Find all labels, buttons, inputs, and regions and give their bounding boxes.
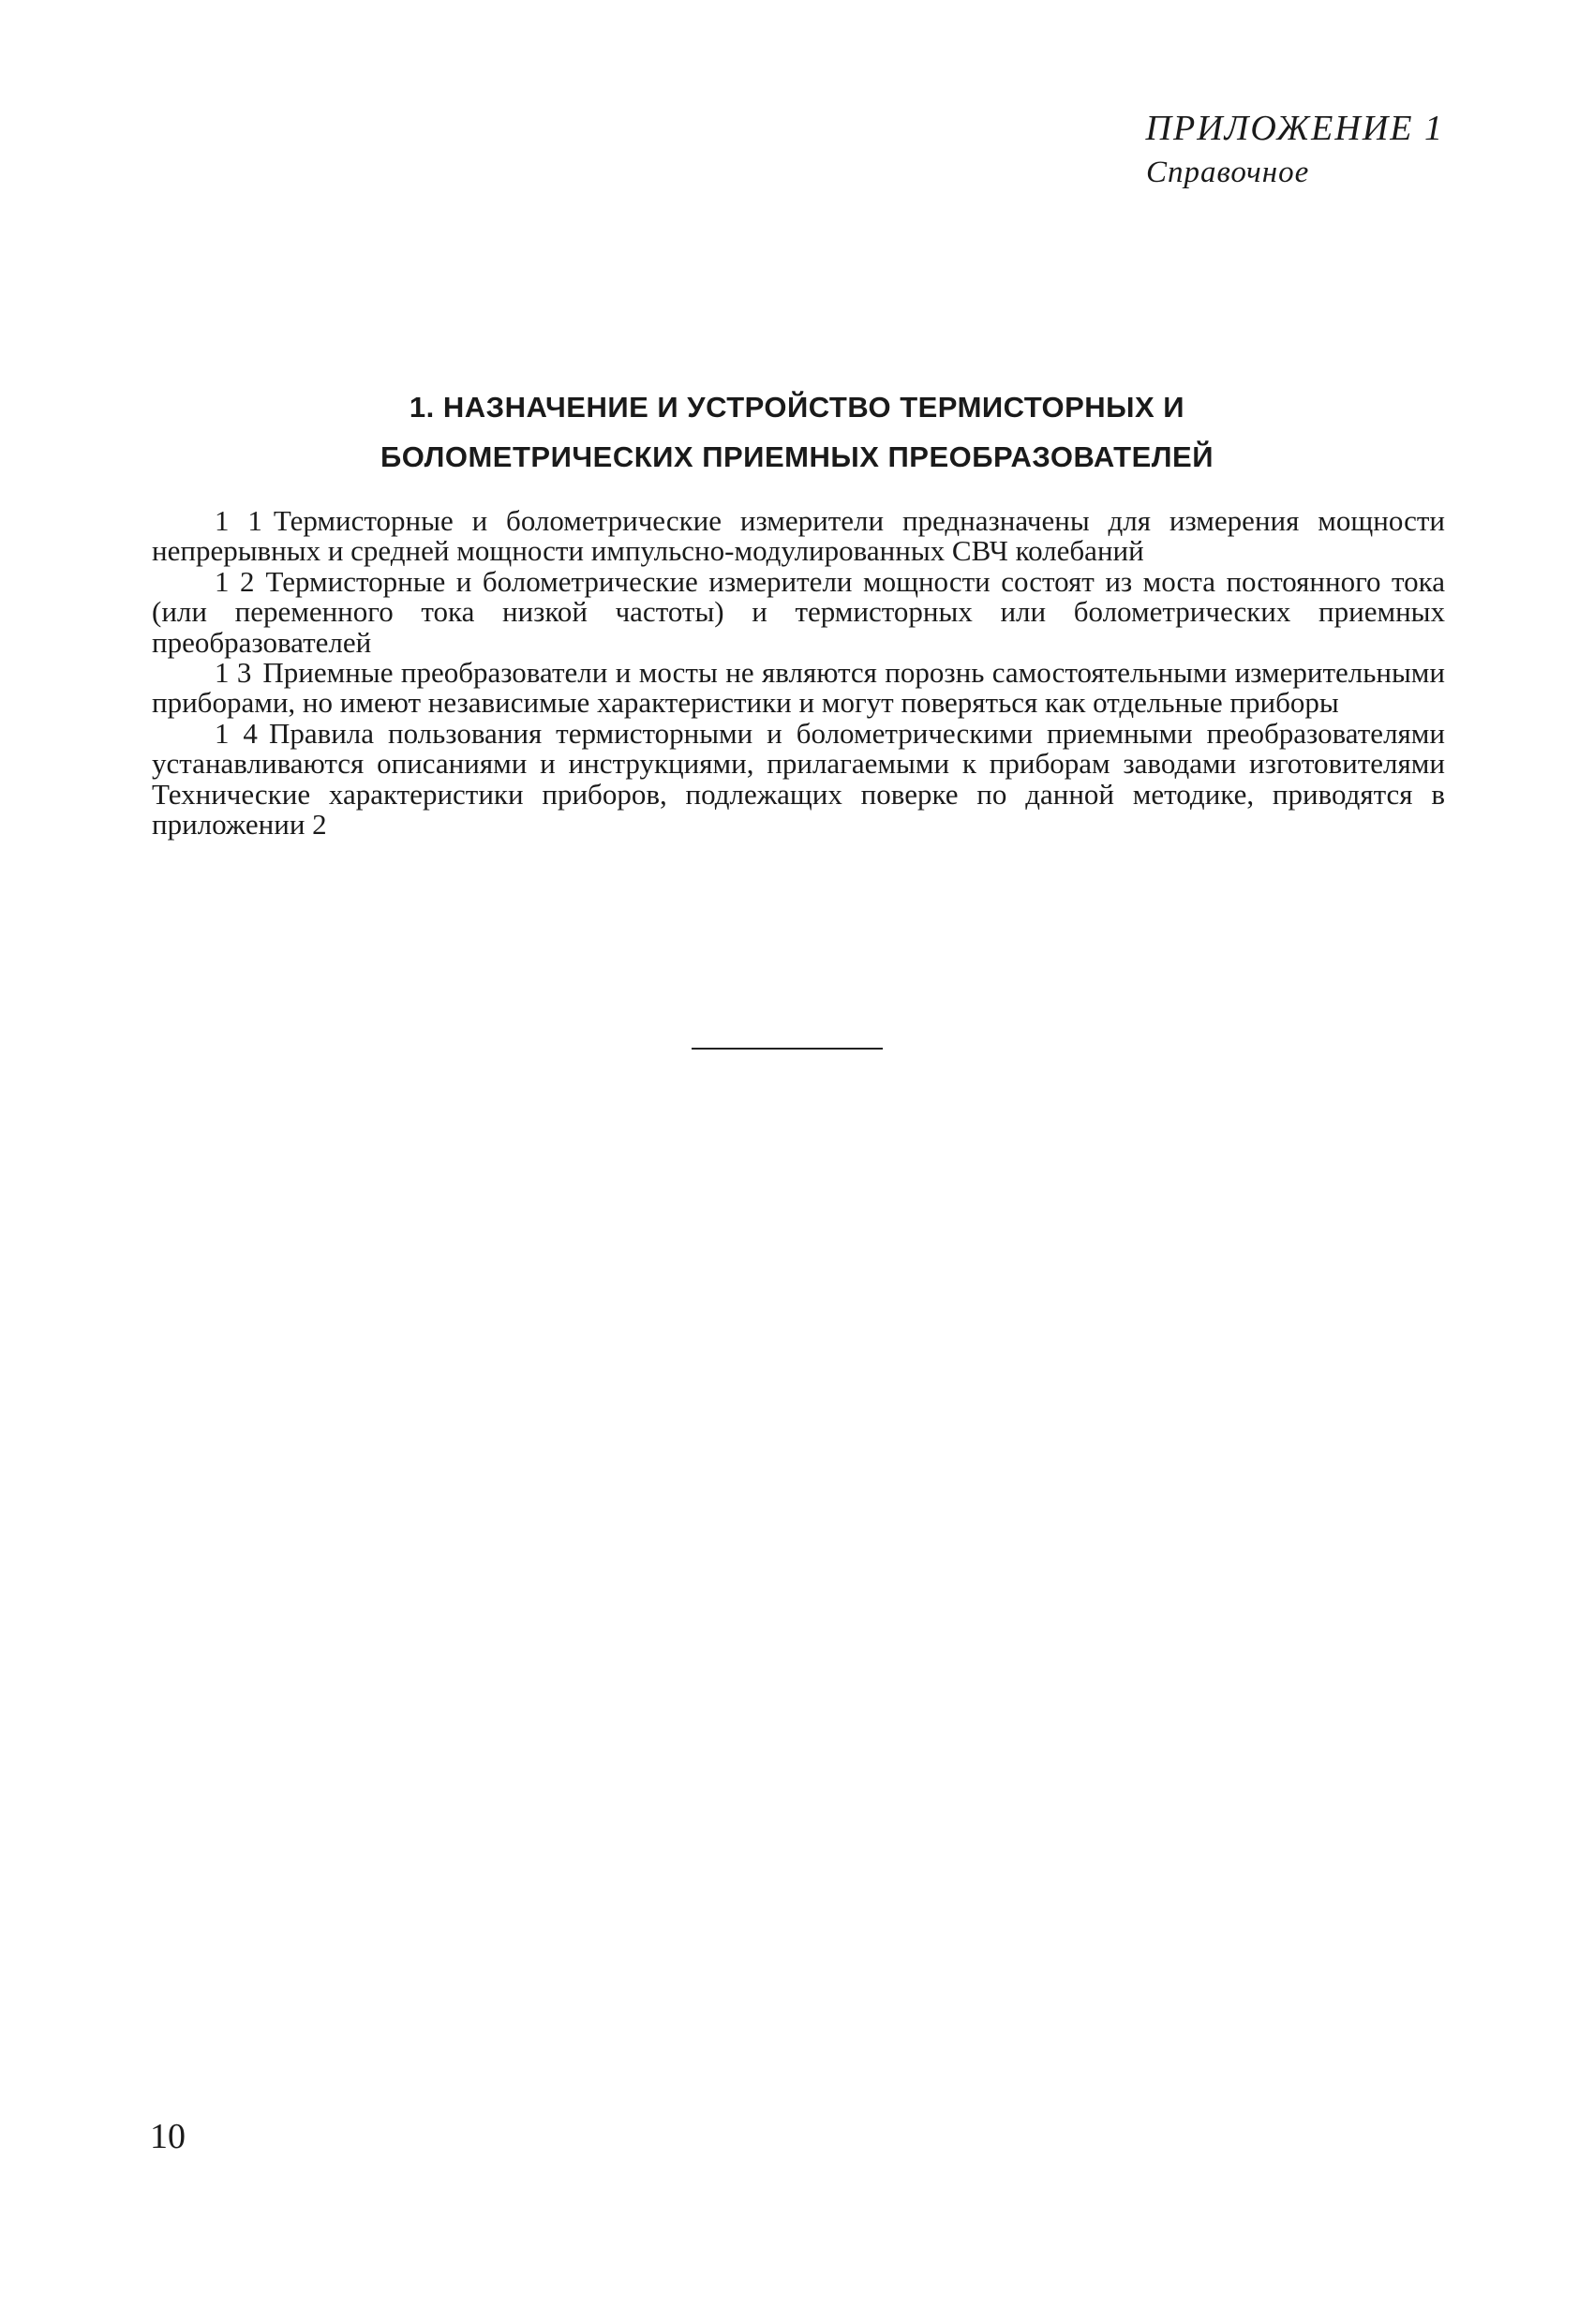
appendix-subtitle: Справочное [1146,156,1310,189]
paragraph-text: Приемные преобразователи и мосты не являются порознь самостоятельными измерительными приборами, но имеют независимые характеристики и могут поверяться как отдельные приборы [152,656,1445,720]
section-title [0,382,1594,482]
page-number: 10 [150,2117,186,2156]
appendix-label: ПРИЛОЖЕНИЕ 1 [1145,109,1444,148]
paragraph-number: 1 1 [215,504,262,537]
section-title-line-1: 1. НАЗНАЧЕНИЕ И УСТРОЙСТВО ТЕРМИСТОРНЫХ И [409,391,1185,424]
section-divider [692,1048,883,1050]
paragraph-number: 1 4 [215,716,258,750]
paragraph-1-1 [152,506,1445,567]
paragraph-text: Термисторные и болометрические измерители предназначены для измерения мощности непрерывных и средней мощности импульсно-модулированных СВЧ колебаний [152,504,1446,568]
paragraph-1-3 [152,658,1445,719]
paragraph-text: Правила пользования термисторными и болометрическими приемными преобразователями устанавливаются описаниями и инструкциями, прилагаемыми к приборам заводами изготовителями Технические характеристики приборов, подлежащих поверке по данной методике, приводятся в приложении 2 [152,716,1446,842]
paragraph-1-2 [152,564,1445,659]
paragraph-text: Термисторные и болометрические измерители мощности состоят из моста постоянного тока (или переменного тока низкой частоты) и термисторных или болометрических приемных преобразователей [152,564,1445,659]
paragraph-number: 1 2 [215,564,255,598]
section-title-line-2: БОЛОМЕТРИЧЕСКИХ ПРИЕМНЫХ ПРЕОБРАЗОВАТЕЛЕЙ [380,440,1214,473]
paragraph-1-4 [152,716,1446,842]
paragraph-number: 1 3 [215,656,252,690]
body-text [152,506,1445,840]
